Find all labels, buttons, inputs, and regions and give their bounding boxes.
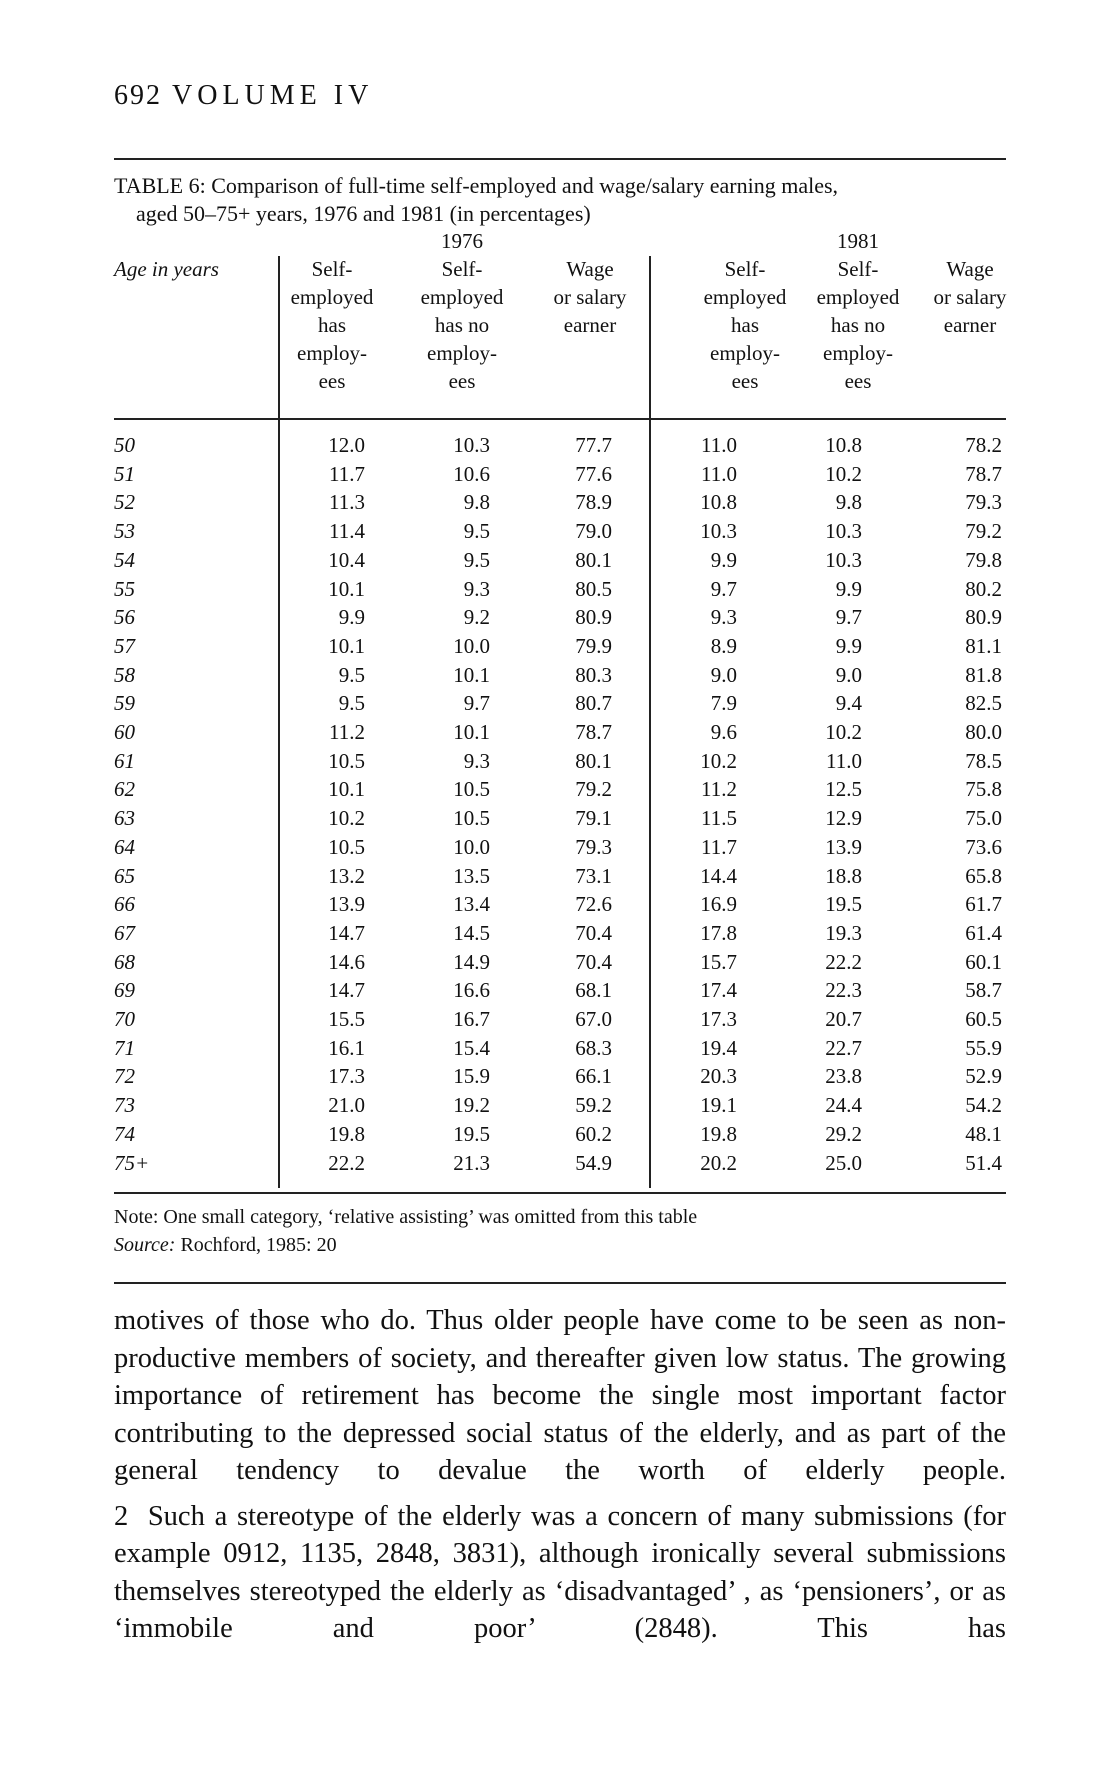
column-header-2-line-2: employed <box>420 285 504 309</box>
table-cell: 22.3 <box>825 978 862 1002</box>
table-cell: 11.0 <box>701 462 737 486</box>
table-cell: 48.1 <box>965 1122 1002 1146</box>
table-cell: 9.5 <box>338 663 365 687</box>
table-cell: 10.0 <box>453 634 490 658</box>
table-cell: 10.0 <box>453 835 490 859</box>
column-header-4-line-4: employ- <box>710 341 780 365</box>
table-cell: 7.9 <box>710 691 737 715</box>
table-cell: 9.3 <box>710 605 737 629</box>
table-cell: 9.0 <box>835 663 862 687</box>
table-cell: 20.3 <box>700 1064 737 1088</box>
row-age-label: 72 <box>114 1064 135 1088</box>
table-cell: 12.9 <box>825 806 862 830</box>
table-cell: 10.8 <box>700 490 737 514</box>
row-age-label: 67 <box>114 921 135 945</box>
table-cell: 20.2 <box>700 1151 737 1175</box>
table-cell: 17.3 <box>328 1064 365 1088</box>
table-cell: 13.2 <box>328 864 365 888</box>
table-cell: 10.2 <box>328 806 365 830</box>
table-cell: 19.5 <box>453 1122 490 1146</box>
row-age-label: 70 <box>114 1007 135 1031</box>
table-cell: 19.2 <box>453 1093 490 1117</box>
row-age-label: 74 <box>114 1122 135 1146</box>
table-cell: 23.8 <box>825 1064 862 1088</box>
table-cell: 19.8 <box>700 1122 737 1146</box>
table-cell: 22.2 <box>328 1151 365 1175</box>
section-rule <box>114 1282 1006 1284</box>
table-cell: 77.7 <box>575 433 612 457</box>
table-cell: 78.5 <box>965 749 1002 773</box>
row-age-label: 55 <box>114 577 135 601</box>
table-cell: 15.5 <box>328 1007 365 1031</box>
table-cell: 68.3 <box>575 1036 612 1060</box>
table-cell: 79.0 <box>575 519 612 543</box>
table-cell: 9.3 <box>463 577 490 601</box>
column-header-6-line-3: earner <box>943 313 997 337</box>
table-cell: 11.0 <box>826 749 862 773</box>
table-cell: 61.7 <box>965 892 1002 916</box>
table-cell: 55.9 <box>965 1036 1002 1060</box>
table-cell: 79.8 <box>965 548 1002 572</box>
table-cell: 21.3 <box>453 1151 490 1175</box>
table-cell: 11.5 <box>701 806 737 830</box>
table-source <box>114 1231 697 1259</box>
table-cell: 9.2 <box>463 605 490 629</box>
table-cell: 19.8 <box>328 1122 365 1146</box>
table-cell: 19.3 <box>825 921 862 945</box>
page-number: 692 <box>114 80 162 111</box>
table-cell: 11.7 <box>329 462 365 486</box>
table-cell: 78.7 <box>575 720 612 744</box>
table-cell: 80.5 <box>575 577 612 601</box>
table-cell: 52.9 <box>965 1064 1002 1088</box>
table-cell: 9.5 <box>338 691 365 715</box>
table-cell: 80.0 <box>965 720 1002 744</box>
table-cell: 25.0 <box>825 1151 862 1175</box>
table-cell: 13.9 <box>328 892 365 916</box>
column-header-5-line-3: has no <box>830 313 886 337</box>
table-cell: 75.0 <box>965 806 1002 830</box>
running-title: VOLUME IV <box>172 80 374 111</box>
table-cell: 61.4 <box>965 921 1002 945</box>
table-cell: 81.8 <box>965 663 1002 687</box>
row-age-label: 65 <box>114 864 135 888</box>
table-cell: 15.4 <box>453 1036 490 1060</box>
table-note: Note: One small category, ‘relative assisting’ was omitted from this table <box>114 1206 698 1228</box>
column-header-1-line-3: has <box>318 313 346 337</box>
table-cell: 9.8 <box>835 490 862 514</box>
table-cell: 11.4 <box>329 519 365 543</box>
column-header-5-line-4: employ- <box>823 341 893 365</box>
paragraph-2-text: Such a stereotype of the elderly was a concern of many submissions (for example 0912, 1135, 2848, 3831), although ironically several submissions themselves stereotyped the elderly as ‘disadvantaged’ , as ‘pensioners’, or as ‘immobile and poor’ (2848). This has <box>114 1500 1007 1644</box>
column-header-1-line-2: employed <box>290 285 374 309</box>
table-cell: 14.4 <box>700 864 737 888</box>
table-cell: 14.5 <box>453 921 490 945</box>
year-label-1981: 1981 <box>837 229 879 253</box>
table-cell: 19.4 <box>700 1036 737 1060</box>
column-header-1-line-5: ees <box>318 369 346 393</box>
table-cell: 80.1 <box>575 548 612 572</box>
row-age-label: 66 <box>114 892 135 916</box>
table-cell: 10.1 <box>328 577 365 601</box>
table-cell: 16.1 <box>328 1036 365 1060</box>
table-cell: 29.2 <box>825 1122 862 1146</box>
table-cell: 79.1 <box>575 806 612 830</box>
row-age-label: 71 <box>114 1036 135 1060</box>
table-cell: 70.4 <box>575 950 612 974</box>
column-header-5-line-5: ees <box>844 369 872 393</box>
table-cell: 80.9 <box>965 605 1002 629</box>
table-cell: 9.3 <box>463 749 490 773</box>
table-cell: 9.8 <box>463 490 490 514</box>
row-age-label: 63 <box>114 806 135 830</box>
column-header-3-line-3: earner <box>563 313 617 337</box>
table-cell: 80.7 <box>575 691 612 715</box>
table-cell: 81.1 <box>965 634 1002 658</box>
table-cell: 20.7 <box>825 1007 862 1031</box>
table-cell: 11.2 <box>701 777 737 801</box>
table-cell: 10.8 <box>825 433 862 457</box>
row-age-label: 75+ <box>114 1151 150 1175</box>
table-cell: 9.5 <box>463 548 490 572</box>
row-age-label: 73 <box>114 1093 135 1117</box>
table-cell: 58.7 <box>965 978 1002 1002</box>
table-cell: 65.8 <box>965 864 1002 888</box>
table-cell: 11.3 <box>329 490 365 514</box>
table-cell: 11.7 <box>701 835 737 859</box>
table-cell: 13.4 <box>453 892 490 916</box>
table-cell: 78.2 <box>965 433 1002 457</box>
column-header-2-line-3: has no <box>434 313 490 337</box>
table-cell: 75.8 <box>965 777 1002 801</box>
table-cell: 14.9 <box>453 950 490 974</box>
column-header-4-line-1: Self- <box>724 257 766 281</box>
table-cell: 9.4 <box>835 691 862 715</box>
table-cell: 68.1 <box>575 978 612 1002</box>
table-cell: 10.2 <box>700 749 737 773</box>
table-cell: 13.9 <box>825 835 862 859</box>
table-cell: 14.7 <box>328 921 365 945</box>
table-cell: 9.9 <box>835 634 862 658</box>
table-cell: 10.6 <box>453 462 490 486</box>
row-age-label: 54 <box>114 548 135 572</box>
column-header-1-line-1: Self- <box>311 257 353 281</box>
table-cell: 10.3 <box>453 433 490 457</box>
table-cell: 12.0 <box>328 433 365 457</box>
table-cell: 15.7 <box>700 950 737 974</box>
table-cell: 9.7 <box>710 577 737 601</box>
table-cell: 9.9 <box>338 605 365 629</box>
table-cell: 73.6 <box>965 835 1002 859</box>
table-notes <box>114 1203 697 1259</box>
table-cell: 16.9 <box>700 892 737 916</box>
table-cell: 79.2 <box>575 777 612 801</box>
column-header-4-line-2: employed <box>703 285 787 309</box>
table-cell: 10.5 <box>328 835 365 859</box>
column-header-1-line-4: employ- <box>297 341 367 365</box>
source-text: Rochford, 1985: 20 <box>180 1234 337 1256</box>
table-cell: 80.9 <box>575 605 612 629</box>
row-age-label: 58 <box>114 663 135 687</box>
column-header-3-line-2: or salary <box>553 285 627 309</box>
table-cell: 82.5 <box>965 691 1002 715</box>
table-cell: 18.8 <box>825 864 862 888</box>
table-cell: 59.2 <box>575 1093 612 1117</box>
row-age-label: 57 <box>114 634 135 658</box>
column-header-3-line-1: Wage <box>566 257 614 281</box>
column-header-6-line-2: or salary <box>933 285 1007 309</box>
table-cell: 10.3 <box>825 519 862 543</box>
row-age-label: 61 <box>114 749 135 773</box>
body-text <box>114 1302 1006 1656</box>
table-cell: 14.6 <box>328 950 365 974</box>
table-cell: 10.1 <box>453 720 490 744</box>
table-cell: 51.4 <box>965 1151 1002 1175</box>
row-age-label: 56 <box>114 605 135 629</box>
table-cell: 17.3 <box>700 1007 737 1031</box>
row-age-label: 69 <box>114 978 135 1002</box>
table-cell: 9.6 <box>710 720 737 744</box>
table-cell: 54.9 <box>575 1151 612 1175</box>
row-age-label: 59 <box>114 691 135 715</box>
column-header-4-line-5: ees <box>731 369 759 393</box>
table-cell: 14.7 <box>328 978 365 1002</box>
table-cell: 60.1 <box>965 950 1002 974</box>
row-header-label: Age in years <box>114 257 219 281</box>
table-cell: 73.1 <box>575 864 612 888</box>
table-cell: 10.5 <box>453 777 490 801</box>
table-cell: 8.9 <box>710 634 737 658</box>
table-cell: 10.1 <box>328 777 365 801</box>
row-age-label: 53 <box>114 519 135 543</box>
column-header-2-line-4: employ- <box>427 341 497 365</box>
body-paragraph-2 <box>114 1498 1006 1648</box>
row-age-label: 60 <box>114 720 135 744</box>
row-age-label: 51 <box>114 462 135 486</box>
row-age-label: 68 <box>114 950 135 974</box>
table-cell: 19.1 <box>700 1093 737 1117</box>
table-cell: 22.2 <box>825 950 862 974</box>
table-cell: 9.9 <box>710 548 737 572</box>
table-cell: 78.9 <box>575 490 612 514</box>
table-cell: 9.9 <box>835 577 862 601</box>
row-age-label: 52 <box>114 490 135 514</box>
table-cell: 9.7 <box>463 691 490 715</box>
column-header-2-line-1: Self- <box>441 257 483 281</box>
year-label-1976: 1976 <box>441 229 483 253</box>
body-paragraph-1: motives of those who do. Thus older people have come to be seen as non-productive members of society, and thereafter given low status. The growing importance of retirement has become the single most important factor contributing to the depressed social status of the elderly, and as part of the general tendency to devalue the worth of elderly people. <box>114 1305 1006 1486</box>
table-cell: 10.5 <box>328 749 365 773</box>
table-cell: 10.2 <box>825 720 862 744</box>
row-age-label: 50 <box>114 433 135 457</box>
table-cell: 11.0 <box>701 433 737 457</box>
table-cell: 24.4 <box>825 1093 862 1117</box>
table-bottom-rule <box>114 1192 1006 1194</box>
column-header-2-line-5: ees <box>448 369 476 393</box>
table-cell: 15.9 <box>453 1064 490 1088</box>
table-cell: 9.5 <box>463 519 490 543</box>
table-caption-line-1: TABLE 6: Comparison of full-time self-employed and wage/salary earning males, <box>114 173 839 198</box>
table-cell: 22.7 <box>825 1036 862 1060</box>
table-cell: 21.0 <box>328 1093 365 1117</box>
table-cell: 17.8 <box>700 921 737 945</box>
table-cell: 77.6 <box>575 462 612 486</box>
table-cell: 16.7 <box>453 1007 490 1031</box>
table-cell: 80.1 <box>575 749 612 773</box>
row-age-label: 64 <box>114 835 135 859</box>
table-cell: 10.1 <box>453 663 490 687</box>
table-cell: 10.1 <box>328 634 365 658</box>
row-age-label: 62 <box>114 777 135 801</box>
table-cell: 11.2 <box>329 720 365 744</box>
column-header-6-line-1: Wage <box>946 257 994 281</box>
table-cell: 9.0 <box>710 663 737 687</box>
table-cell: 10.4 <box>328 548 365 572</box>
table-cell: 66.1 <box>575 1064 612 1088</box>
column-header-4-line-3: has <box>731 313 759 337</box>
table-cell: 60.2 <box>575 1122 612 1146</box>
table-cell: 79.2 <box>965 519 1002 543</box>
table-cell: 17.4 <box>700 978 737 1002</box>
table-cell: 19.5 <box>825 892 862 916</box>
table-cell: 12.5 <box>825 777 862 801</box>
table-cell: 13.5 <box>453 864 490 888</box>
table-cell: 67.0 <box>575 1007 612 1031</box>
table-cell: 79.3 <box>965 490 1002 514</box>
source-label: Source: <box>114 1234 176 1256</box>
table-cell: 60.5 <box>965 1007 1002 1031</box>
table-cell: 70.4 <box>575 921 612 945</box>
table-cell: 10.3 <box>825 548 862 572</box>
column-header-5-line-1: Self- <box>837 257 879 281</box>
table-cell: 80.3 <box>575 663 612 687</box>
table-cell: 10.5 <box>453 806 490 830</box>
table-cell: 79.9 <box>575 634 612 658</box>
table-cell: 79.3 <box>575 835 612 859</box>
table-cell: 16.6 <box>453 978 490 1002</box>
table-cell: 54.2 <box>965 1093 1002 1117</box>
header-bottom-rule <box>114 418 1006 420</box>
table-caption-line-2: aged 50–75+ years, 1976 and 1981 (in percentages) <box>136 201 591 226</box>
table-cell: 72.6 <box>575 892 612 916</box>
table-cell: 10.3 <box>700 519 737 543</box>
column-header-5-line-2: employed <box>816 285 900 309</box>
paragraph-number: 2 <box>114 1500 129 1532</box>
table-cell: 9.7 <box>835 605 862 629</box>
table-cell: 78.7 <box>965 462 1002 486</box>
table-cell: 10.2 <box>825 462 862 486</box>
table-cell: 80.2 <box>965 577 1002 601</box>
